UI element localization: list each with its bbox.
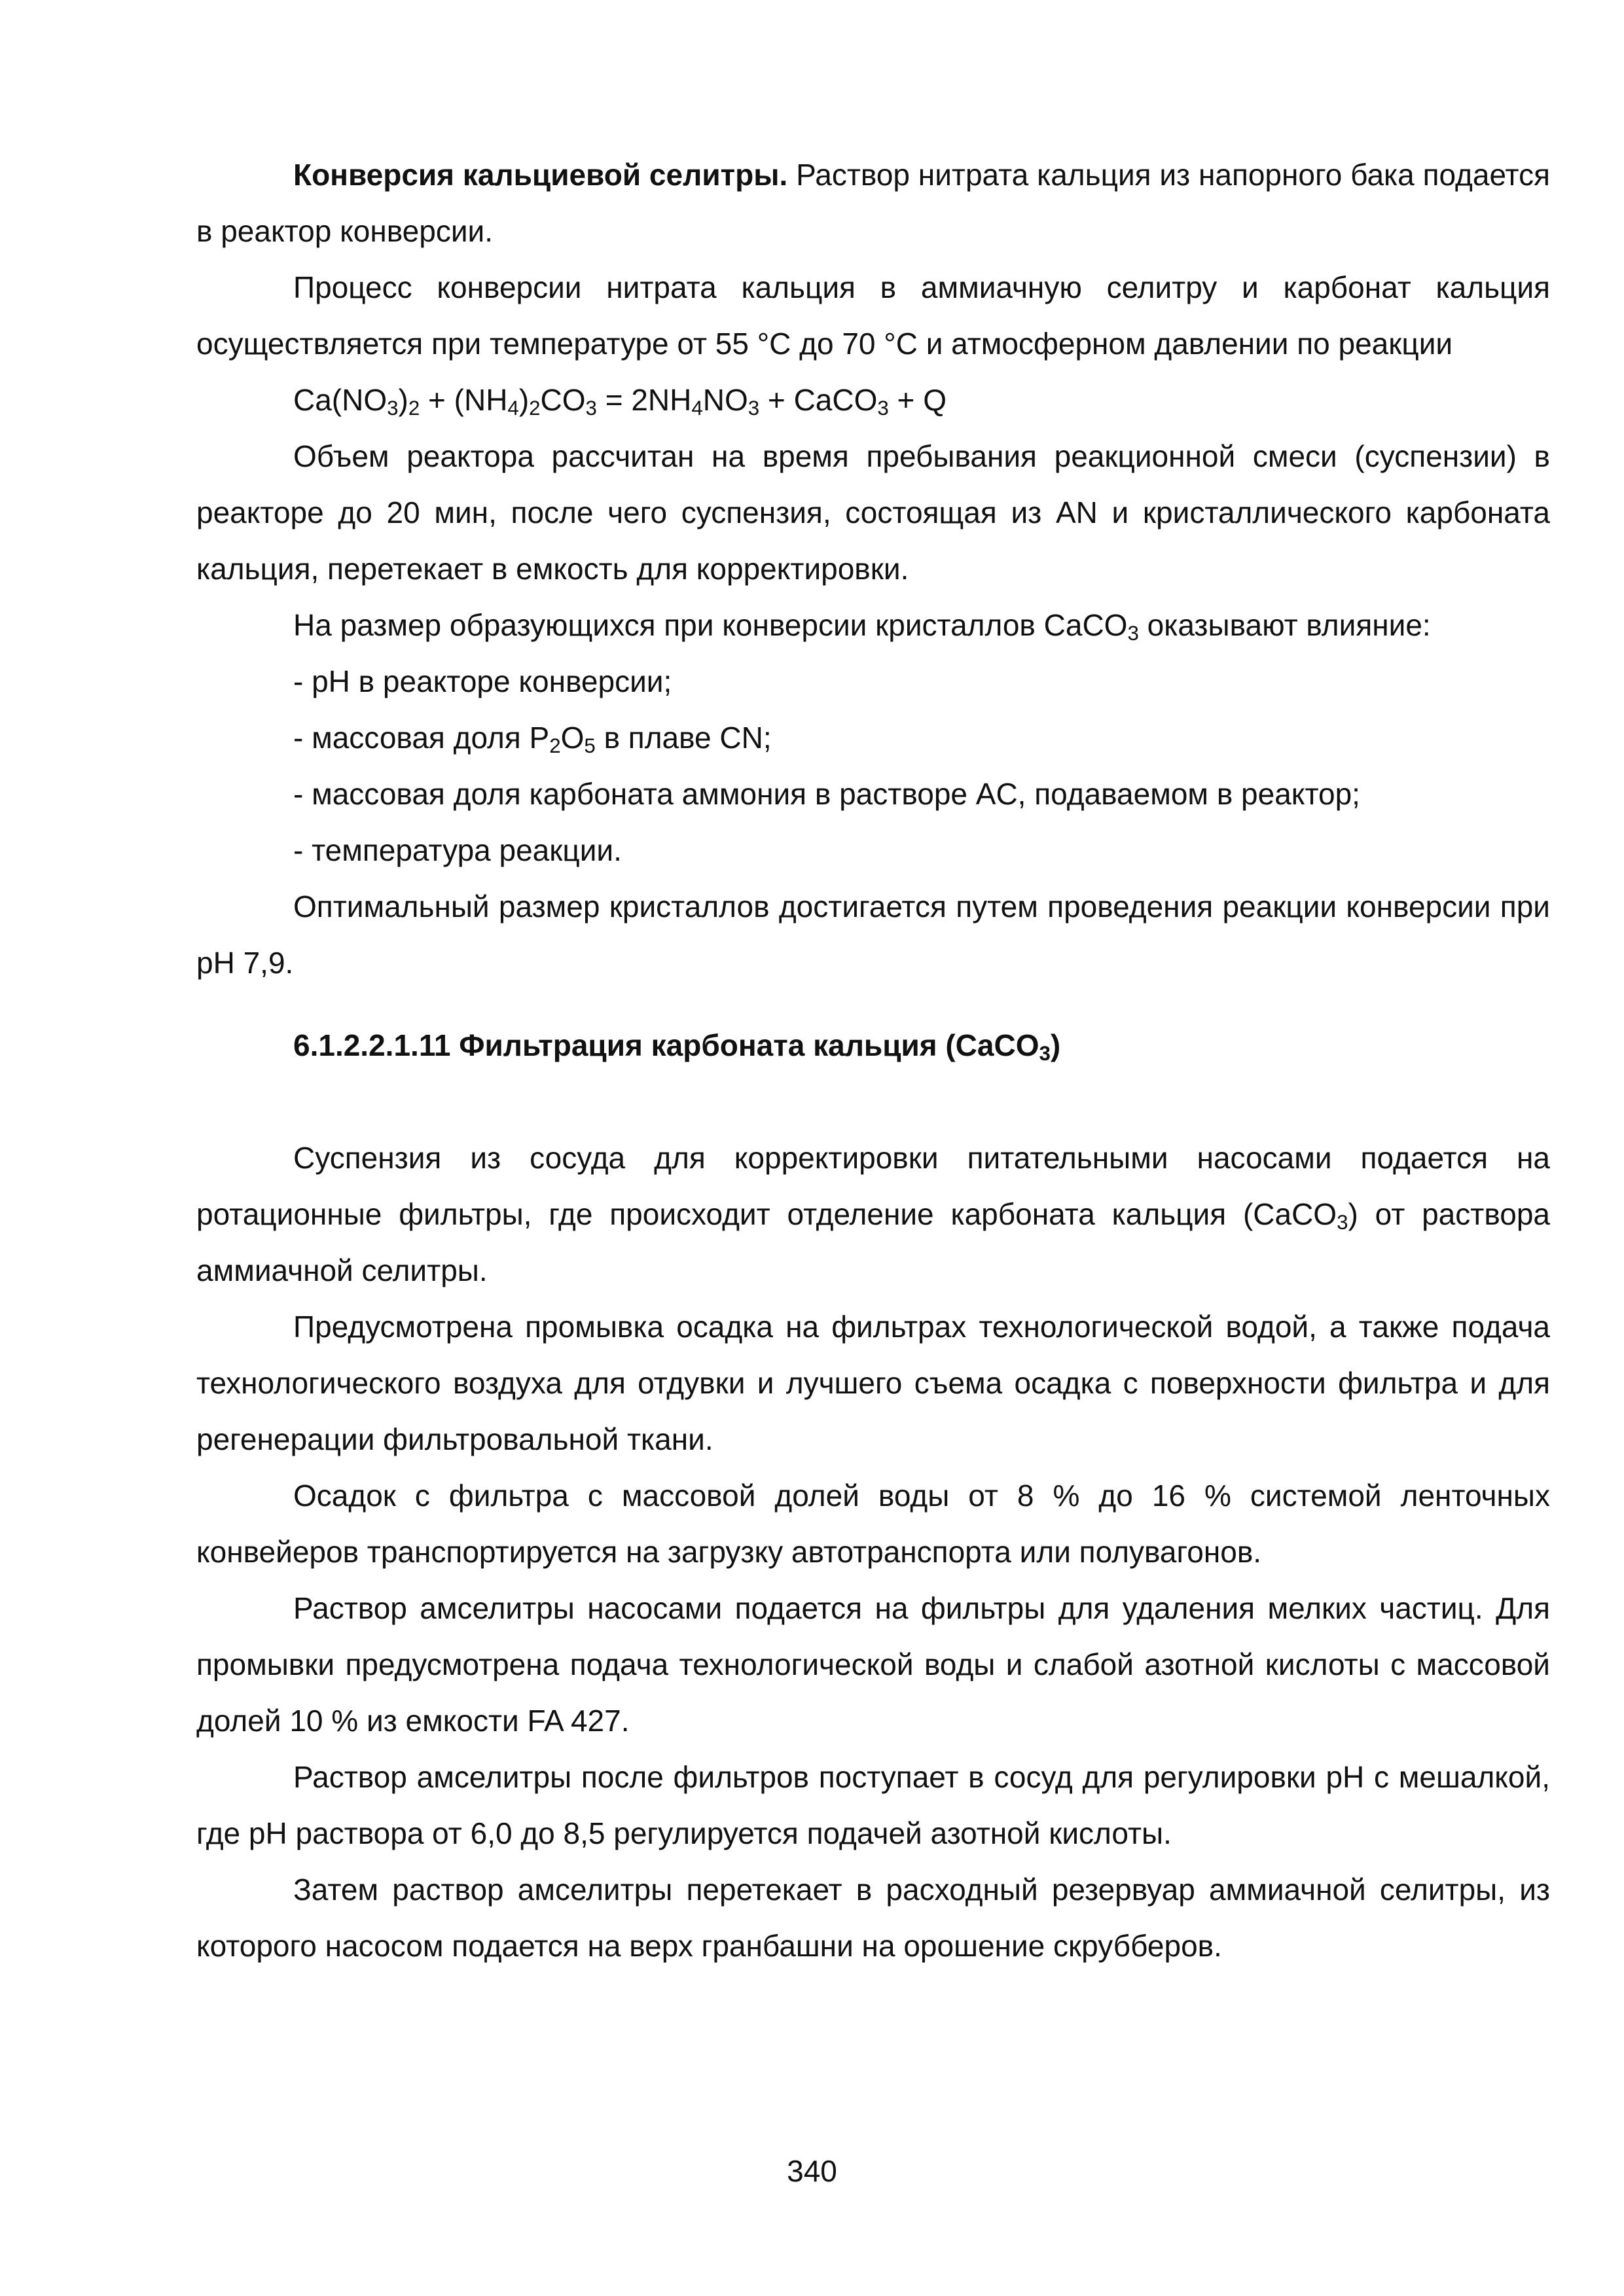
page-number: 340 <box>787 2154 837 2188</box>
paragraph-ph-regulation: Раствор амселитры после фильтров поступает в сосуд для регулировки pH с мешалкой, где pH раствора от 6,0 до 8,5 регулируется подачей азотной кислоты. <box>196 1760 1550 1850</box>
paragraph-storage: Затем раствор амселитры перетекает в расходный резервуар аммиачной селитры, из которого насосом подается на верх гранбашни на орошение скрубберов. <box>196 1873 1550 1963</box>
reaction-equation: $Ca(NO_3)_2 + (NH_4)_2CO_3 = 2NH_4NO_3$ + CaCO$_3$ + Q <box>293 383 947 420</box>
paragraph-conversion <box>196 147 1550 259</box>
list-item-p2o5: - массовая доля $P_2O_5$ в плаве CN; <box>293 721 772 757</box>
paragraph-sediment: Осадок с фильтра с массовой долей воды от 8 % до 16 % системой ленточных конвейеров транспортируется на загрузку автотранспорта или полувагонов. <box>196 1479 1550 1569</box>
section-heading: 6.1.2.2.1.11 Фильтрация карбоната кальция (CaCO$_3$) <box>293 1028 1061 1065</box>
paragraph-suspension: Суспензия из сосуда для корректировки питательными насосами подается на ротационные фильтры, где происходит отделение карбоната кальция (CaCO$_3$) от раствора аммиачной селитры. <box>196 1141 1550 1287</box>
list-item-ammonium-carbonate: - массовая доля карбоната аммония в растворе AC, подаваемом в реактор; <box>293 777 1360 811</box>
paragraph-text: Раствор нитрата кальция из напорного бака подается в реактор конверсии. <box>196 158 1550 248</box>
paragraph-process: Процесс конверсии нитрата кальция в аммиачную селитру и карбонат кальция осуществляется при температуре от 55 °C до 70 °C и атмосферном давлении по реакции <box>196 270 1550 361</box>
paragraph-crystal-size: На размер образующихся при конверсии кристаллов CaCO$_3$ оказывают влияние: <box>293 608 1431 645</box>
paragraph-solution-filters: Раствор амселитры насосами подается на фильтры для удаления мелких частиц. Для промывки предусмотрена подача технологической воды и слабой азотной кислоты с массовой долей 10 % из емкости FA 427. <box>196 1591 1550 1738</box>
document-body <box>196 147 1550 1974</box>
paragraph-reactor-volume: Объем реактора рассчитан на время пребывания реакционной смеси (суспензии) в реакторе до 20 мин, после чего суспензия, состоящая из AN и кристаллического карбоната кальция, перетекает в емкость для корректировки. <box>196 439 1550 586</box>
paragraph-washing: Предусмотрена промывка осадка на фильтрах технологической водой, а также подача технологического воздуха для отдувки и лучшего съема осадка с поверхности фильтра и для регенерации фильтровальной ткани. <box>196 1310 1550 1456</box>
list-item-temperature: - температура реакции. <box>293 833 622 867</box>
paragraph-optimal-size: Оптимальный размер кристаллов достигается путем проведения реакции конверсии при pH 7,9. <box>196 889 1550 980</box>
paragraph-lead: Конверсия кальциевой селитры. <box>293 158 788 192</box>
list-item-ph: - pH в реакторе конверсии; <box>293 664 672 698</box>
